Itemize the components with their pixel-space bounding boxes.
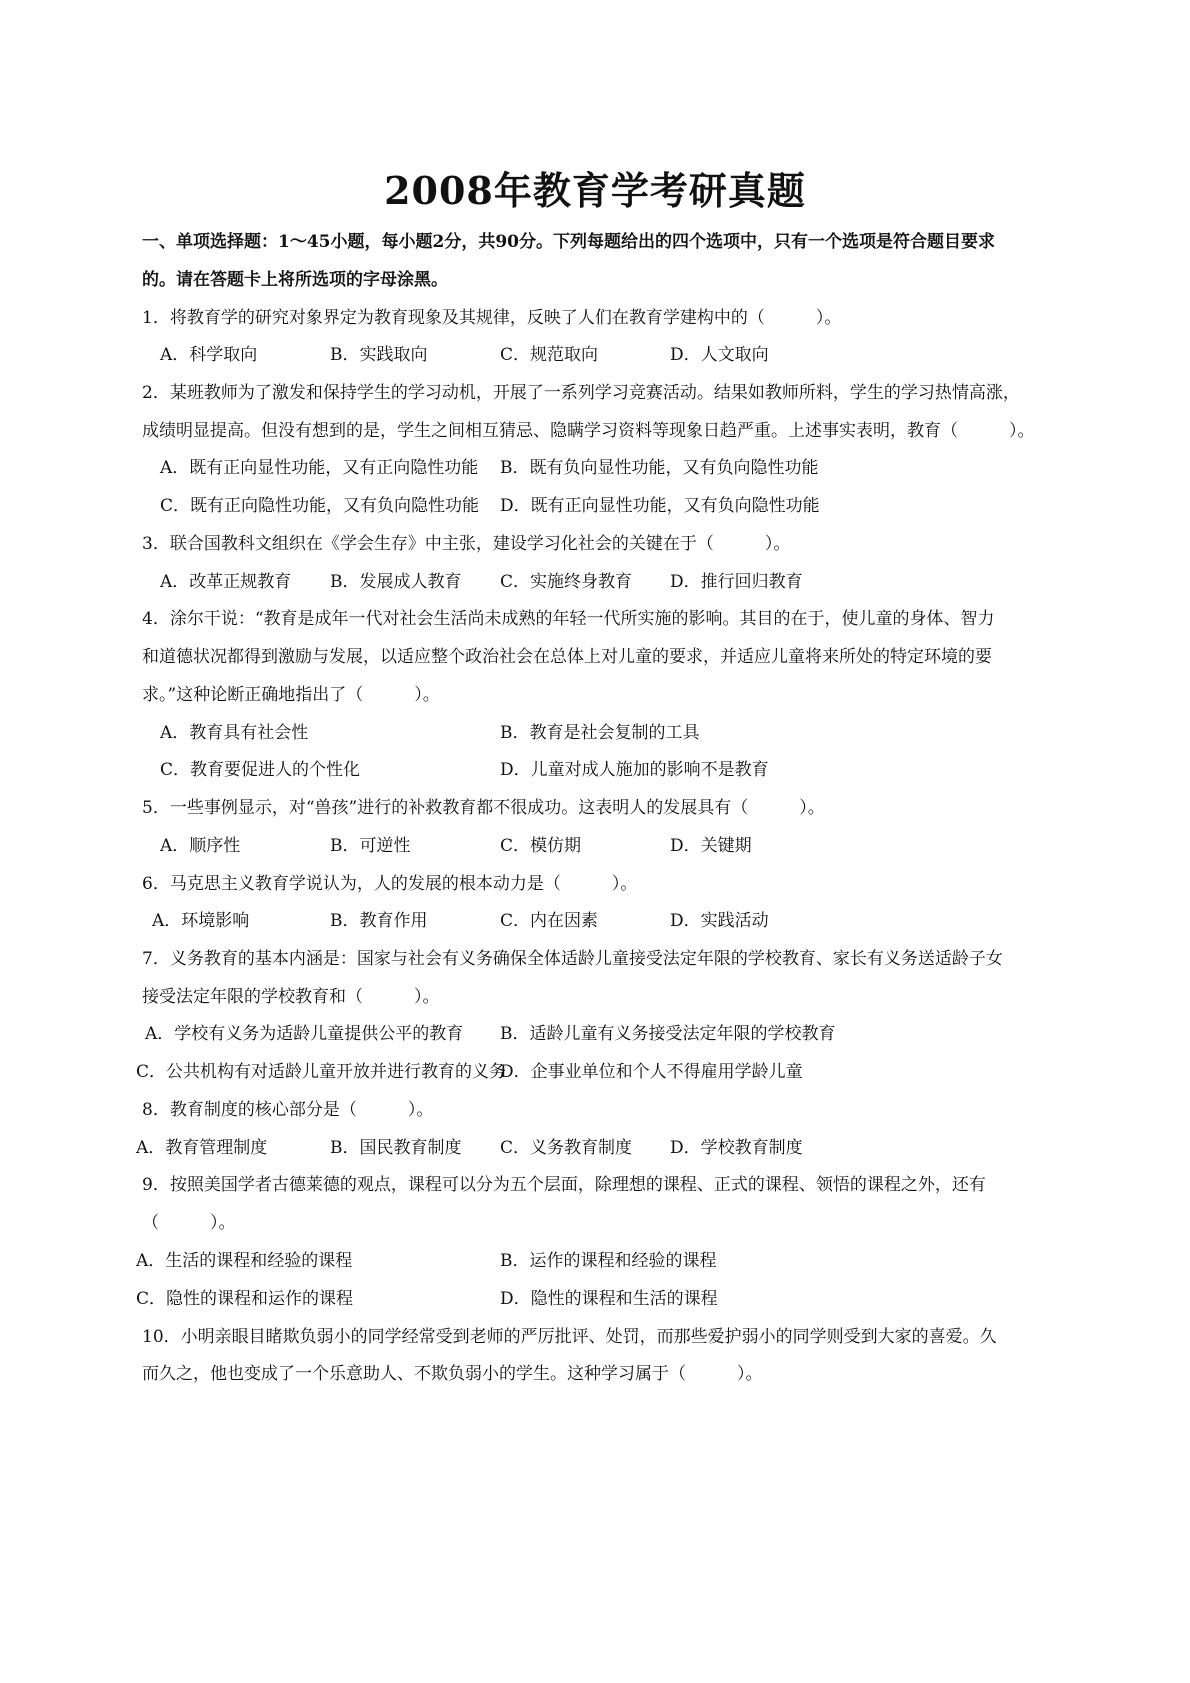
question-4-stem-line-2: 和道德状况都得到激励与发展，以适应整个政治社会在总体上对儿童的要求，并适应儿童将来所处的特定环境的要 [142, 647, 992, 667]
option-a: A．环境影响 [152, 911, 250, 931]
question-2-options-row-1 [160, 456, 1060, 480]
option-b: B．发展成人教育 [330, 572, 462, 592]
option-c: C．公共机构有对适龄儿童开放并进行教育的义务 [136, 1062, 507, 1082]
option-d: D．人文取向 [670, 345, 769, 365]
option-a: A．既有正向显性功能，又有正向隐性功能 [160, 458, 479, 478]
option-a: A．顺序性 [160, 836, 241, 856]
question-9-stem-line-2: （ ）。 [142, 1213, 236, 1233]
option-c: C．隐性的课程和运作的课程 [136, 1289, 354, 1309]
option-c: C．实施终身教育 [500, 572, 633, 592]
question-7-stem-line-1: 7．义务教育的基本内涵是：国家与社会有义务确保全体适龄儿童接受法定年限的学校教育、家长有义务送适龄子女 [142, 949, 1003, 969]
option-c: C．既有正向隐性功能，又有负向隐性功能 [160, 496, 480, 516]
option-d: D．推行回归教育 [670, 572, 803, 592]
question-5-stem: 5．一些事例显示，对“兽孩”进行的补救教育都不很成功。这表明人的发展具有（ ）。 [142, 798, 825, 818]
option-a: A．科学取向 [160, 345, 258, 365]
question-9-options-row-2 [136, 1287, 1036, 1311]
option-a: A．改革正规教育 [160, 572, 292, 592]
option-c: C．义务教育制度 [500, 1138, 633, 1158]
section-instruction-line-2: 的。请在答题卡上将所选项的字母涂黑。 [142, 270, 448, 290]
section-instruction-line-1: 一、单项选择题：1～45小题，每小题2分，共90分。下列每题给出的四个选项中，只有一个选项是符合题目要求 [142, 232, 995, 252]
question-5-options [160, 834, 1060, 858]
option-c: C．模仿期 [500, 836, 582, 856]
option-a: A．生活的课程和经验的课程 [136, 1251, 353, 1271]
question-3-options [160, 570, 1060, 594]
question-2-stem-line-2: 成绩明显提高。但没有想到的是，学生之间相互猜忌、隐瞒学习资料等现象日趋严重。上述事实表明，教育（ ）。 [142, 421, 1035, 441]
option-a: A．教育具有社会性 [160, 723, 309, 743]
option-d: D．学校教育制度 [670, 1138, 803, 1158]
page-title: 2008年教育学考研真题 [384, 168, 806, 213]
option-c: C．内在因素 [500, 911, 599, 931]
question-2-stem-line-1: 2．某班教师为了激发和保持学生的学习动机，开展了一系列学习竞赛活动。结果如教师所料，学生的学习热情高涨， [142, 383, 1020, 403]
question-4-options-row-1 [160, 721, 1060, 745]
option-d: D．既有正向显性功能，又有负向隐性功能 [500, 496, 820, 516]
question-8-options [136, 1136, 1036, 1160]
option-b: B．运作的课程和经验的课程 [500, 1251, 717, 1271]
option-c: C．教育要促进人的个性化 [160, 760, 361, 780]
option-d: D．企事业单位和个人不得雇用学龄儿童 [500, 1062, 803, 1082]
option-b: B．可逆性 [330, 836, 411, 856]
option-d: D．关键期 [670, 836, 752, 856]
option-a: A．教育管理制度 [136, 1138, 268, 1158]
option-b: B．国民教育制度 [330, 1138, 462, 1158]
question-6-options [152, 909, 1052, 933]
option-b: B．适龄儿童有义务接受法定年限的学校教育 [500, 1024, 836, 1044]
option-b: B．教育是社会复制的工具 [500, 723, 700, 743]
question-7-stem-line-2: 接受法定年限的学校教育和（ ）。 [142, 987, 440, 1007]
question-1-stem: 1．将教育学的研究对象界定为教育现象及其规律，反映了人们在教育学建构中的（ ）。 [142, 308, 842, 328]
option-c: C．规范取向 [500, 345, 599, 365]
option-a: A．学校有义务为适龄儿童提供公平的教育 [145, 1024, 464, 1044]
option-d: D．实践活动 [670, 911, 769, 931]
question-4-stem-line-1: 4．涂尔干说：“教育是成年一代对社会生活尚未成熟的年轻一代所实施的影响。其目的在于，使儿童的身体、智力 [142, 609, 995, 629]
option-d: D．隐性的课程和生活的课程 [500, 1289, 718, 1309]
option-d: D．儿童对成人施加的影响不是教育 [500, 760, 769, 780]
question-1-options [160, 343, 1060, 367]
question-6-stem: 6．马克思主义教育学说认为，人的发展的根本动力是（ ）。 [142, 874, 638, 894]
question-3-stem: 3．联合国教科文组织在《学会生存》中主张，建设学习化社会的关键在于（ ）。 [142, 534, 791, 554]
option-b: B．实践取向 [330, 345, 428, 365]
question-7-options-row-2 [136, 1060, 1036, 1084]
question-10-stem-line-2: 而久之，他也变成了一个乐意助人、不欺负弱小的学生。这种学习属于（ ）。 [142, 1364, 763, 1384]
option-b: B．教育作用 [330, 911, 428, 931]
question-9-stem-line-1: 9．按照美国学者古德莱德的观点，课程可以分为五个层面，除理想的课程、正式的课程、领悟的课程之外，还有 [142, 1175, 986, 1195]
question-9-options-row-1 [136, 1249, 1036, 1273]
question-2-options-row-2 [160, 494, 1060, 518]
question-8-stem: 8．教育制度的核心部分是（ ）。 [142, 1100, 434, 1120]
question-4-options-row-2 [160, 758, 1060, 782]
question-10-stem-line-1: 10．小明亲眼目睹欺负弱小的同学经常受到老师的严厉批评、处罚，而那些爱护弱小的同学则受到大家的喜爱。久 [142, 1327, 997, 1347]
question-4-stem-line-3: 求。”这种论断正确地指出了（ ）。 [142, 685, 440, 705]
option-b: B．既有负向显性功能，又有负向隐性功能 [500, 458, 819, 478]
question-7-options-row-1 [145, 1022, 1045, 1046]
